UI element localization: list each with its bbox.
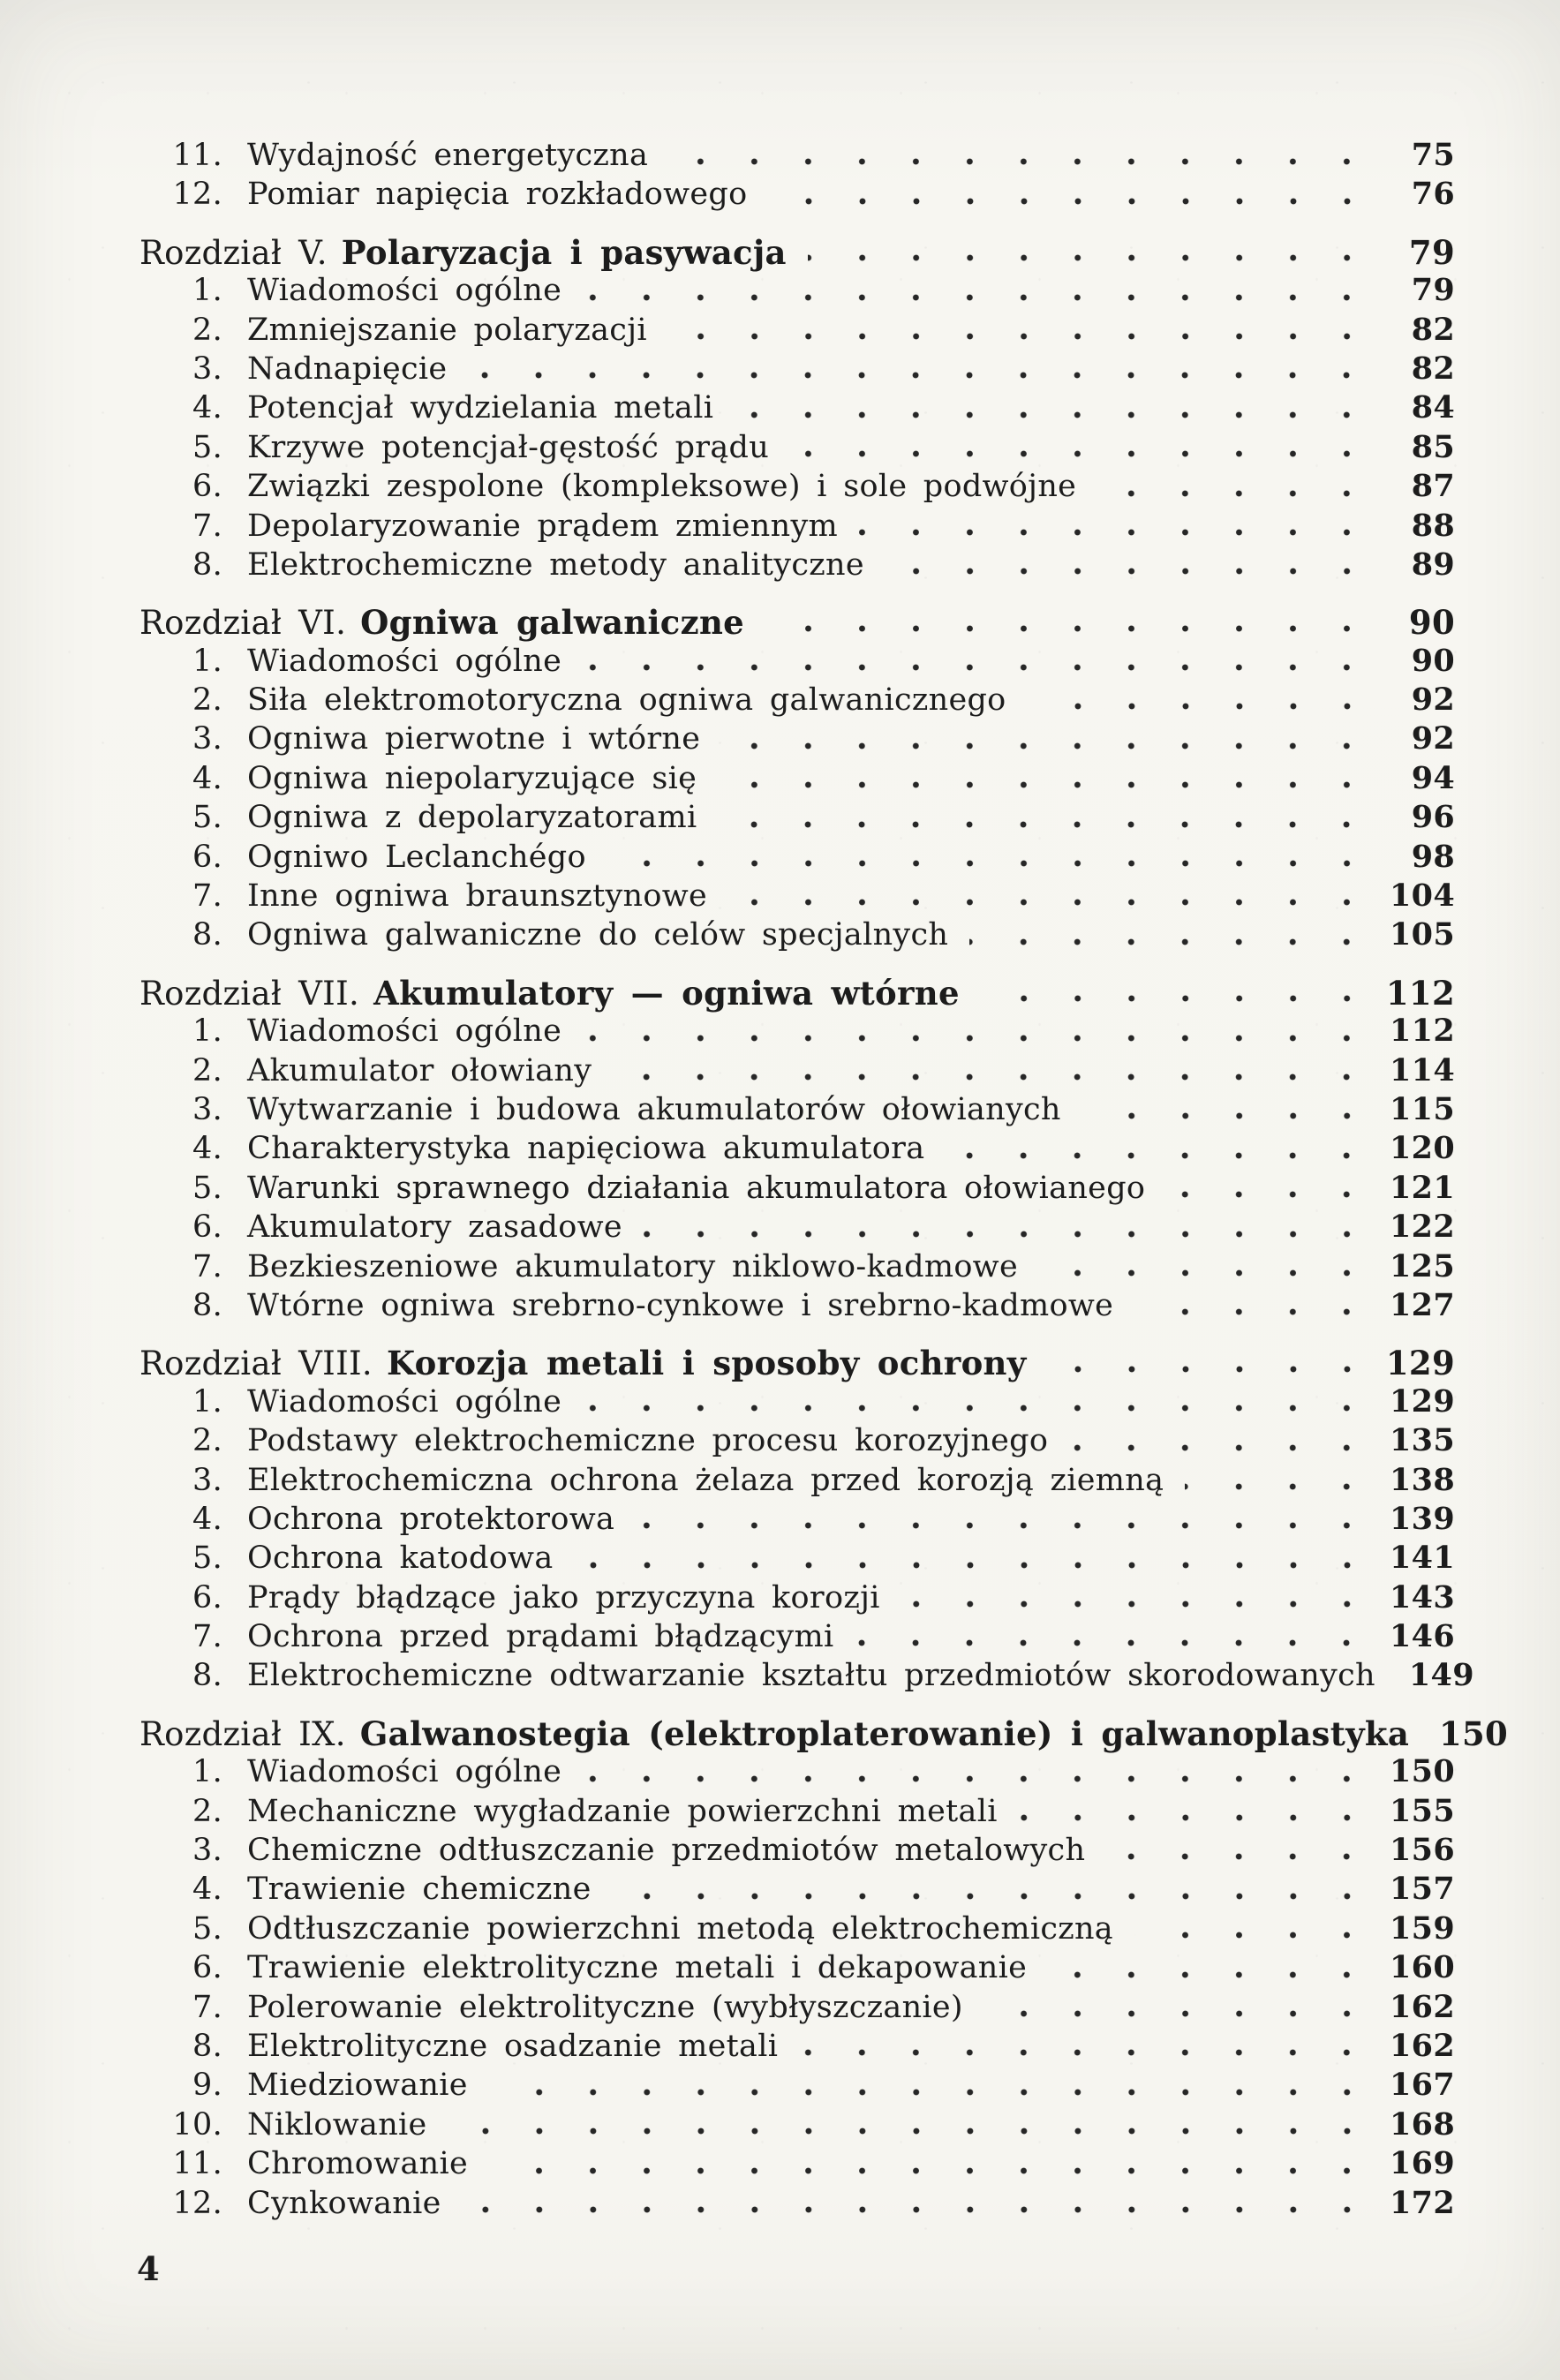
dot-leader [669, 137, 1377, 176]
dot-leader [583, 1753, 1377, 1792]
entry-page-number: 127 [1390, 1286, 1455, 1323]
entry-number: 5. [192, 1910, 222, 1947]
entry-page-number: 79 [1411, 272, 1455, 309]
entry-page-number: 98 [1411, 838, 1455, 875]
dot-leader [886, 546, 1377, 585]
entry-title: Wtórne ogniwa srebrno-cynkowe i srebrno-kadmowe [247, 1287, 1114, 1323]
toc-item-row [139, 1462, 1455, 1501]
chapter-label: Rozdział VII. [139, 974, 360, 1013]
entry-page-number: 104 [1390, 877, 1455, 915]
toc-chapter-row [139, 1713, 1509, 1753]
entry-title: Elektrochemiczne odtwarzanie kształtu przedmiotów skorodowanych [247, 1658, 1375, 1694]
dot-leader [728, 877, 1377, 916]
entry-page-number: 79 [1408, 232, 1455, 272]
toc-item-row [139, 1753, 1455, 1792]
entry-page-number: 162 [1390, 2027, 1455, 2064]
entry-number: 1. [192, 1754, 222, 1790]
entry-page-number: 88 [1411, 507, 1455, 544]
entry-title: Inne ogniwa braunsztynowe [247, 878, 708, 915]
dot-leader [1082, 1091, 1377, 1130]
toc-item-row [139, 1209, 1455, 1247]
entry-title: Ogniwa pierwotne i wtórne [247, 721, 701, 757]
entry-number: 7. [192, 1248, 222, 1284]
entry-title: Wiadomości ogólne [247, 1383, 562, 1420]
entry-title: Akumulator ołowiany [247, 1052, 592, 1088]
entry-number: 4. [192, 760, 222, 796]
entry-page-number: 96 [1411, 799, 1455, 836]
dot-leader [575, 1540, 1378, 1578]
toc-item-row [139, 643, 1455, 682]
entry-title: Wiadomości ogólne [247, 643, 562, 679]
entry-page-number: 143 [1390, 1578, 1455, 1616]
dot-leader [735, 389, 1377, 428]
entry-title: Depolaryzowanie prądem zmiennym [247, 508, 839, 544]
toc-item-row [139, 877, 1455, 916]
entry-number: 8. [192, 2028, 222, 2064]
entry-page-number: 129 [1390, 1382, 1455, 1420]
entry-number: 2. [192, 1793, 222, 1829]
entry-title: Potencjał wydzielania metali [247, 390, 714, 426]
toc-item-row [139, 1422, 1455, 1461]
entry-title: Ogniwo Leclanchégo [247, 839, 586, 875]
toc-item-row [139, 1540, 1455, 1578]
toc-item-row [139, 1170, 1455, 1209]
entry-page-number: 82 [1411, 350, 1455, 387]
entry-number: 8. [192, 1658, 222, 1694]
toc-item-row [139, 272, 1455, 311]
entry-number: 4. [192, 1131, 222, 1167]
entry-title: Trawienie chemiczne [247, 1872, 592, 1908]
toc-item-row [139, 350, 1455, 389]
entry-number: 5. [192, 1170, 222, 1206]
entry-title: Bezkieszeniowe akumulatory niklowo-kadmowe [247, 1248, 1018, 1284]
entry-number: 1. [192, 643, 222, 679]
entry-page-number: 162 [1390, 1988, 1455, 2025]
toc-chapter-row [139, 974, 1455, 1013]
entry-page-number: 112 [1390, 1013, 1455, 1050]
toc-item-row [139, 1657, 1474, 1696]
entry-title: Charakterystyka napięciowa akumulatora [247, 1131, 925, 1167]
entry-page-number: 155 [1390, 1792, 1455, 1829]
entry-title: Wiadomości ogólne [247, 1754, 562, 1790]
chapter-title: Galwanostegia (elektroplaterowanie) i galwanoplastyka [359, 1713, 1410, 1753]
toc-item-row [139, 916, 1455, 955]
dot-leader [769, 176, 1377, 215]
entry-number: 7. [192, 508, 222, 544]
toc-item-row [139, 799, 1455, 838]
dot-leader [901, 1579, 1377, 1618]
dot-leader [1048, 1344, 1377, 1382]
dot-leader [1134, 1287, 1377, 1326]
toc-item-row [139, 389, 1455, 428]
dot-leader [1069, 1422, 1377, 1461]
entry-page-number: 157 [1390, 1871, 1455, 1908]
dot-leader [1028, 682, 1377, 720]
entry-number: 3. [192, 1833, 222, 1869]
dot-leader [489, 2067, 1377, 2105]
toc-item-row [139, 312, 1455, 350]
toc-item-row [139, 2145, 1455, 2184]
entry-page-number: 156 [1390, 1832, 1455, 1869]
entry-page-number: 90 [1408, 603, 1455, 643]
toc-item-row [139, 1130, 1455, 1169]
dot-leader [613, 1871, 1377, 1909]
entry-title: Ochrona katodowa [247, 1540, 554, 1577]
entry-page-number: 89 [1411, 546, 1455, 583]
entry-number: 6. [192, 839, 222, 875]
entry-title: Polerowanie elektrolityczne (wybłyszczanie) [247, 1989, 963, 2025]
toc-item-row [139, 720, 1455, 759]
dot-leader [718, 799, 1377, 838]
entry-page-number: 150 [1438, 1713, 1509, 1753]
entry-title: Wiadomości ogólne [247, 1013, 562, 1050]
entry-number: 9. [192, 2067, 222, 2104]
entry-number: 1. [192, 1013, 222, 1050]
entry-number: 2. [192, 1052, 222, 1088]
dot-leader [721, 720, 1377, 759]
entry-number: 8. [192, 1287, 222, 1323]
dot-leader [790, 429, 1377, 468]
entry-title: Akumulatory zasadowe [247, 1209, 622, 1246]
dot-leader [981, 974, 1377, 1013]
entry-title: Siła elektromotoryczna ogniwa galwanicznego [247, 682, 1006, 719]
dot-leader [808, 233, 1377, 272]
entry-title: Trawienie elektrolityczne metali i dekapowanie [247, 1950, 1028, 1986]
entry-number: 6. [192, 469, 222, 505]
dot-leader [1048, 1949, 1377, 1988]
dot-leader [489, 2145, 1377, 2184]
dot-leader [1039, 1248, 1377, 1287]
entry-number: 2. [192, 1423, 222, 1459]
entry-page-number: 125 [1390, 1247, 1455, 1284]
entry-title: Ogniwa galwaniczne do celów specjalnych [247, 917, 949, 953]
entry-title: Krzywe potencjał-gęstość prądu [247, 429, 770, 465]
entry-number: 1. [192, 273, 222, 309]
toc-item-row [139, 508, 1455, 546]
entry-page-number: 172 [1390, 2184, 1455, 2221]
entry-title: Związki zespolone (kompleksowe) i sole podwójne [247, 469, 1077, 505]
entry-number: 4. [192, 1501, 222, 1537]
dot-leader [765, 603, 1377, 642]
entry-number: 5. [192, 429, 222, 465]
toc-item-row [139, 468, 1455, 507]
entry-page-number: 75 [1411, 137, 1455, 173]
entry-page-number: 85 [1411, 428, 1455, 465]
entry-title: Wydajność energetyczna [247, 138, 649, 173]
entry-number: 4. [192, 1872, 222, 1908]
dot-leader [583, 1383, 1377, 1422]
toc-item-row [139, 1013, 1455, 1051]
entry-number: 12. [172, 2185, 222, 2221]
toc-item-row [139, 1949, 1455, 1988]
toc-item-row [139, 2106, 1455, 2145]
dot-leader [1019, 1793, 1377, 1832]
toc-chapter-row [139, 603, 1455, 642]
entry-page-number: 135 [1390, 1422, 1455, 1459]
entry-page-number: 169 [1390, 2145, 1455, 2182]
entry-page-number: 112 [1385, 973, 1455, 1013]
dot-leader [969, 916, 1377, 955]
toc-item-row [139, 1248, 1455, 1287]
entry-number: 4. [192, 390, 222, 426]
toc-item-row [139, 1871, 1455, 1909]
entry-page-number: 122 [1390, 1209, 1455, 1246]
dot-leader [448, 2106, 1377, 2145]
entry-title: Elektrolityczne osadzanie metali [247, 2028, 779, 2064]
toc-item-row [139, 2185, 1455, 2224]
entry-page-number: 138 [1390, 1461, 1455, 1498]
entry-title: Chromowanie [247, 2146, 468, 2182]
chapter-title: Korozja metali i sposoby ochrony [387, 1344, 1027, 1383]
toc-item-row [139, 682, 1455, 720]
entry-number: 11. [172, 2146, 222, 2182]
entry-page-number: 168 [1390, 2105, 1455, 2143]
entry-title: Ogniwa z depolaryzatorami [247, 800, 697, 836]
toc-item-row [139, 1910, 1455, 1949]
toc-item-row [139, 1091, 1455, 1130]
chapter-label: Rozdział V. [139, 233, 328, 272]
entry-title: Wiadomości ogólne [247, 273, 562, 309]
entry-page-number: 160 [1390, 1949, 1455, 1986]
entry-number: 3. [192, 1091, 222, 1127]
entry-title: Prądy błądzące jako przyczyna korozji [247, 1579, 880, 1616]
entry-page-number: 139 [1390, 1500, 1455, 1537]
dot-leader [859, 508, 1377, 546]
entry-title: Miedziowanie [247, 2067, 468, 2104]
entry-page-number: 90 [1411, 642, 1455, 679]
toc-item-row [139, 1832, 1455, 1871]
dot-leader [1097, 468, 1377, 507]
entry-page-number: 150 [1390, 1753, 1455, 1790]
entry-number: 3. [192, 721, 222, 757]
entry-page-number: 120 [1390, 1130, 1455, 1167]
dot-leader [468, 350, 1377, 389]
entry-title: Pomiar napięcia rozkładowego [247, 177, 748, 213]
dot-leader [984, 1989, 1377, 2028]
dot-leader [1185, 1462, 1377, 1501]
entry-title: Elektrochemiczna ochrona żelaza przed korozją ziemną [247, 1462, 1164, 1498]
dot-leader [636, 1501, 1377, 1540]
chapter-label: Rozdział VI. [139, 604, 347, 643]
entry-number: 2. [192, 682, 222, 719]
chapter-label: Rozdział VIII. [139, 1344, 373, 1383]
entry-page-number: 84 [1411, 389, 1455, 426]
entry-number: 3. [192, 1462, 222, 1498]
entry-page-number: 129 [1385, 1344, 1455, 1383]
entry-number: 5. [192, 800, 222, 836]
toc-chapter-row [139, 1344, 1455, 1382]
entry-page-number: 167 [1390, 2067, 1455, 2104]
entry-title: Warunki sprawnego działania akumulatora ołowianego [247, 1170, 1146, 1206]
entry-title: Wytwarzanie i budowa akumulatorów ołowianych [247, 1091, 1061, 1127]
page-number-footer: 4 [137, 2249, 160, 2288]
entry-number: 6. [192, 1950, 222, 1986]
dot-leader [1166, 1170, 1377, 1209]
entry-number: 6. [192, 1579, 222, 1616]
dot-leader [1106, 1832, 1377, 1871]
toc-item-row [139, 1579, 1455, 1618]
toc-item-row [139, 176, 1455, 215]
entry-title: Podstawy elektrochemiczne procesu korozyjnego [247, 1423, 1049, 1459]
entry-number: 3. [192, 350, 222, 387]
entry-page-number: 159 [1390, 1909, 1455, 1947]
dot-leader [946, 1130, 1377, 1169]
toc-chapter-row [139, 233, 1455, 272]
entry-number: 7. [192, 1989, 222, 2025]
entry-number: 8. [192, 546, 222, 583]
chapter-title: Akumulatory — ogniwa wtórne [373, 973, 960, 1013]
entry-page-number: 87 [1411, 468, 1455, 505]
entry-title: Nadnapięcie [247, 350, 448, 387]
entry-number: 7. [192, 878, 222, 915]
dot-leader [583, 1013, 1377, 1051]
entry-title: Ochrona przed prądami błądzącymi [247, 1619, 834, 1655]
entry-page-number: 115 [1390, 1090, 1455, 1127]
dot-leader [718, 760, 1377, 799]
dot-leader [799, 2028, 1377, 2067]
toc-item-row [139, 546, 1455, 585]
toc-item-row [139, 2067, 1455, 2105]
entry-title: Mechaniczne wygładzanie powierzchni metali [247, 1793, 998, 1829]
toc-item-row [139, 1383, 1455, 1422]
dot-leader [855, 1618, 1377, 1657]
entry-number: 1. [192, 1383, 222, 1420]
entry-number: 2. [192, 312, 222, 348]
entry-title: Niklowanie [247, 2106, 427, 2143]
entry-page-number: 92 [1411, 682, 1455, 719]
entry-number: 11. [172, 138, 222, 173]
entry-page-number: 141 [1390, 1540, 1455, 1577]
entry-page-number: 149 [1408, 1657, 1474, 1694]
toc-item-row [139, 1793, 1455, 1832]
toc-list [139, 137, 1509, 2224]
entry-page-number: 114 [1390, 1051, 1455, 1088]
entry-number: 8. [192, 917, 222, 953]
toc-item-row [139, 1501, 1455, 1540]
entry-title: Ochrona protektorowa [247, 1501, 615, 1537]
dot-leader [583, 272, 1377, 311]
entry-page-number: 94 [1411, 759, 1455, 796]
entry-page-number: 92 [1411, 720, 1455, 757]
entry-page-number: 121 [1390, 1169, 1455, 1206]
dot-leader [583, 643, 1377, 682]
entry-title: Elektrochemiczne metody analityczne [247, 546, 864, 583]
toc-item-row [139, 429, 1455, 468]
chapter-label: Rozdział IX. [139, 1714, 346, 1753]
entry-page-number: 105 [1390, 916, 1455, 953]
chapter-title: Ogniwa galwaniczne [360, 603, 744, 643]
toc-item-row [139, 1052, 1455, 1091]
dot-leader [644, 1209, 1377, 1247]
entry-title: Zmniejszanie polaryzacji [247, 312, 647, 348]
entry-title: Odtłuszczanie powierzchni metodą elektrochemiczną [247, 1910, 1113, 1947]
entry-number: 12. [172, 177, 222, 213]
dot-leader [668, 312, 1377, 350]
toc-item-row [139, 2028, 1455, 2067]
toc-item-row [139, 839, 1455, 877]
toc-item-row [139, 137, 1455, 176]
toc-item-row [139, 1618, 1455, 1657]
entry-number: 10. [172, 2106, 222, 2143]
entry-number: 7. [192, 1619, 222, 1655]
toc-item-row [139, 760, 1455, 799]
entry-number: 6. [192, 1209, 222, 1246]
entry-title: Cynkowanie [247, 2185, 441, 2221]
chapter-title: Polaryzacja i pasywacja [341, 232, 787, 272]
entry-page-number: 82 [1411, 311, 1455, 348]
entry-title: Chemiczne odtłuszczanie przedmiotów metalowych [247, 1833, 1086, 1869]
dot-leader [1134, 1910, 1377, 1949]
dot-leader [607, 839, 1377, 877]
entry-number: 5. [192, 1540, 222, 1577]
entry-page-number: 146 [1390, 1618, 1455, 1655]
dot-leader [463, 2185, 1377, 2224]
dot-leader [613, 1052, 1377, 1091]
toc-item-row [139, 1287, 1455, 1326]
toc-item-row [139, 1989, 1455, 2028]
entry-page-number: 76 [1411, 176, 1455, 213]
entry-title: Ogniwa niepolaryzujące się [247, 760, 697, 796]
